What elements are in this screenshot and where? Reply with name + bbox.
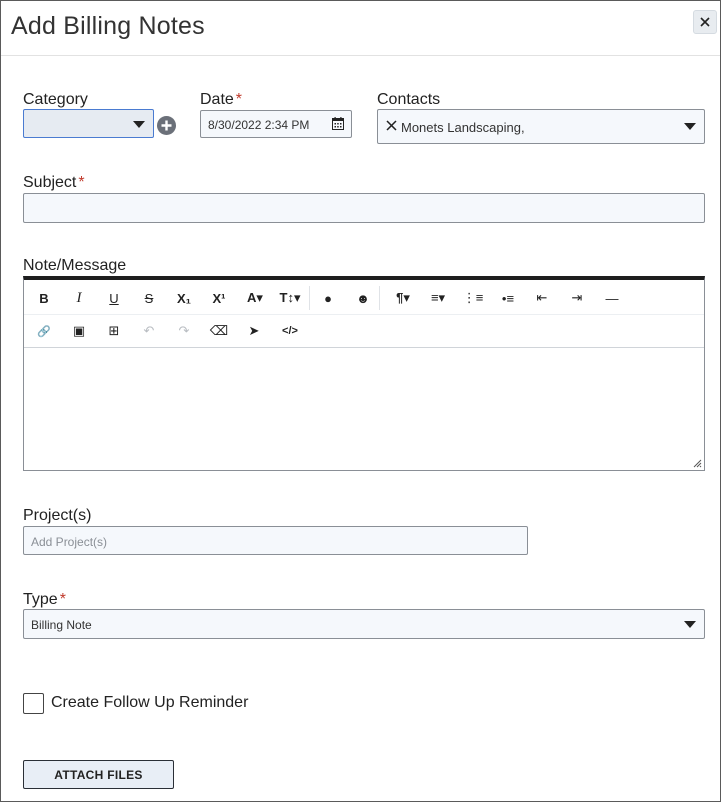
date-input[interactable] — [200, 110, 352, 138]
close-button[interactable] — [693, 10, 717, 34]
close-icon — [699, 16, 711, 28]
required-marker: * — [235, 91, 243, 108]
required-marker: * — [59, 591, 66, 608]
unordered-list-button[interactable] — [495, 286, 521, 310]
clear-format-button[interactable] — [206, 319, 232, 343]
select-all-icon: ➤ — [248, 323, 260, 338]
code-view-icon: </> — [282, 325, 298, 337]
outdent-button[interactable] — [529, 286, 555, 310]
bold-button[interactable] — [31, 286, 57, 310]
date-value: 8/30/2022 2:34 PM — [208, 118, 310, 132]
link-icon: 🔗 — [37, 325, 51, 338]
code-view-button[interactable] — [277, 319, 303, 343]
image-icon: ▣ — [72, 323, 86, 338]
align-button[interactable] — [425, 286, 451, 310]
clear-format-icon: ⌫ — [209, 323, 229, 338]
link-button[interactable] — [31, 319, 57, 343]
subject-label: Subject * — [23, 174, 85, 191]
table-button[interactable] — [101, 319, 127, 343]
undo-button[interactable] — [136, 319, 162, 343]
follow-up-checkbox[interactable] — [23, 693, 44, 714]
contacts-label: Contacts — [377, 91, 441, 108]
select-all-button[interactable] — [241, 319, 267, 343]
superscript-button[interactable] — [206, 286, 232, 310]
plus-icon — [157, 116, 176, 135]
ordered-list-icon: ⋮≡ — [462, 290, 484, 305]
type-value: Billing Note — [31, 618, 92, 632]
dialog-header — [1, 1, 720, 56]
follow-up-label[interactable]: Create Follow Up Reminder — [51, 694, 249, 711]
font-family-icon: A▾ — [247, 290, 263, 305]
font-size-icon: T↕▾ — [279, 290, 301, 305]
bold-icon: B — [39, 290, 49, 306]
projects-placeholder: Add Project(s) — [31, 535, 108, 549]
category-select[interactable] — [23, 109, 154, 138]
paragraph-format-button[interactable] — [390, 286, 416, 310]
date-label: Date * — [200, 91, 243, 108]
image-button[interactable] — [66, 319, 92, 343]
underline-button[interactable] — [101, 286, 127, 310]
align-icon: ≡▾ — [430, 290, 446, 305]
horizontal-line-icon: — — [605, 290, 619, 306]
subscript-button[interactable] — [171, 286, 197, 310]
unordered-list-icon: •≡ — [501, 290, 515, 306]
emoji-icon: ☻ — [356, 290, 370, 306]
indent-icon: ⇥ — [571, 290, 583, 305]
font-family-button[interactable] — [242, 286, 268, 310]
type-label: Type * — [23, 591, 66, 608]
editor-toolbar-row-2 — [24, 315, 704, 348]
chevron-down-icon — [684, 621, 696, 628]
dialog-title: Add Billing Notes — [11, 12, 205, 40]
note-label: Note/Message — [23, 257, 127, 274]
underline-icon: U — [109, 290, 119, 306]
subject-input[interactable] — [23, 193, 705, 223]
chevron-down-icon — [133, 121, 145, 128]
calendar-icon[interactable] — [332, 117, 344, 130]
resize-handle-icon[interactable] — [692, 458, 702, 468]
chevron-down-icon — [684, 123, 696, 130]
note-message-textarea[interactable] — [24, 349, 704, 471]
redo-icon: ↷ — [178, 323, 190, 338]
horizontal-line-button[interactable] — [599, 286, 625, 310]
attach-files-button[interactable]: ATTACH FILES — [23, 760, 174, 789]
ordered-list-button[interactable] — [460, 286, 486, 310]
text-color-button[interactable] — [315, 286, 341, 310]
strikethrough-button[interactable] — [136, 286, 162, 310]
type-select[interactable] — [23, 609, 705, 639]
remove-contact-icon[interactable] — [386, 120, 397, 131]
outdent-icon: ⇤ — [536, 290, 548, 305]
projects-label: Project(s) — [23, 507, 92, 524]
rich-text-editor — [23, 276, 705, 471]
indent-button[interactable] — [564, 286, 590, 310]
superscript-icon: X¹ — [212, 290, 226, 306]
emoji-button[interactable] — [350, 286, 376, 310]
undo-icon: ↶ — [143, 323, 155, 338]
category-label: Category — [23, 91, 88, 108]
table-icon: ⊞ — [108, 323, 120, 338]
toolbar-divider — [309, 286, 310, 310]
text-color-icon: ● — [324, 290, 332, 306]
editor-toolbar-row-1 — [24, 282, 704, 315]
italic-button[interactable] — [66, 286, 92, 310]
strikethrough-icon: S — [144, 290, 154, 306]
required-marker: * — [78, 174, 85, 191]
add-category-button[interactable] — [157, 116, 176, 135]
projects-input[interactable] — [23, 526, 528, 555]
contact-tag: Monets Landscaping, — [401, 120, 525, 135]
italic-icon: I — [76, 289, 82, 306]
font-size-button[interactable] — [277, 286, 303, 310]
contacts-select[interactable] — [377, 109, 705, 144]
paragraph-format-icon: ¶▾ — [396, 290, 410, 305]
subscript-icon: X₁ — [176, 290, 192, 306]
toolbar-divider — [379, 286, 380, 310]
redo-button[interactable] — [171, 319, 197, 343]
